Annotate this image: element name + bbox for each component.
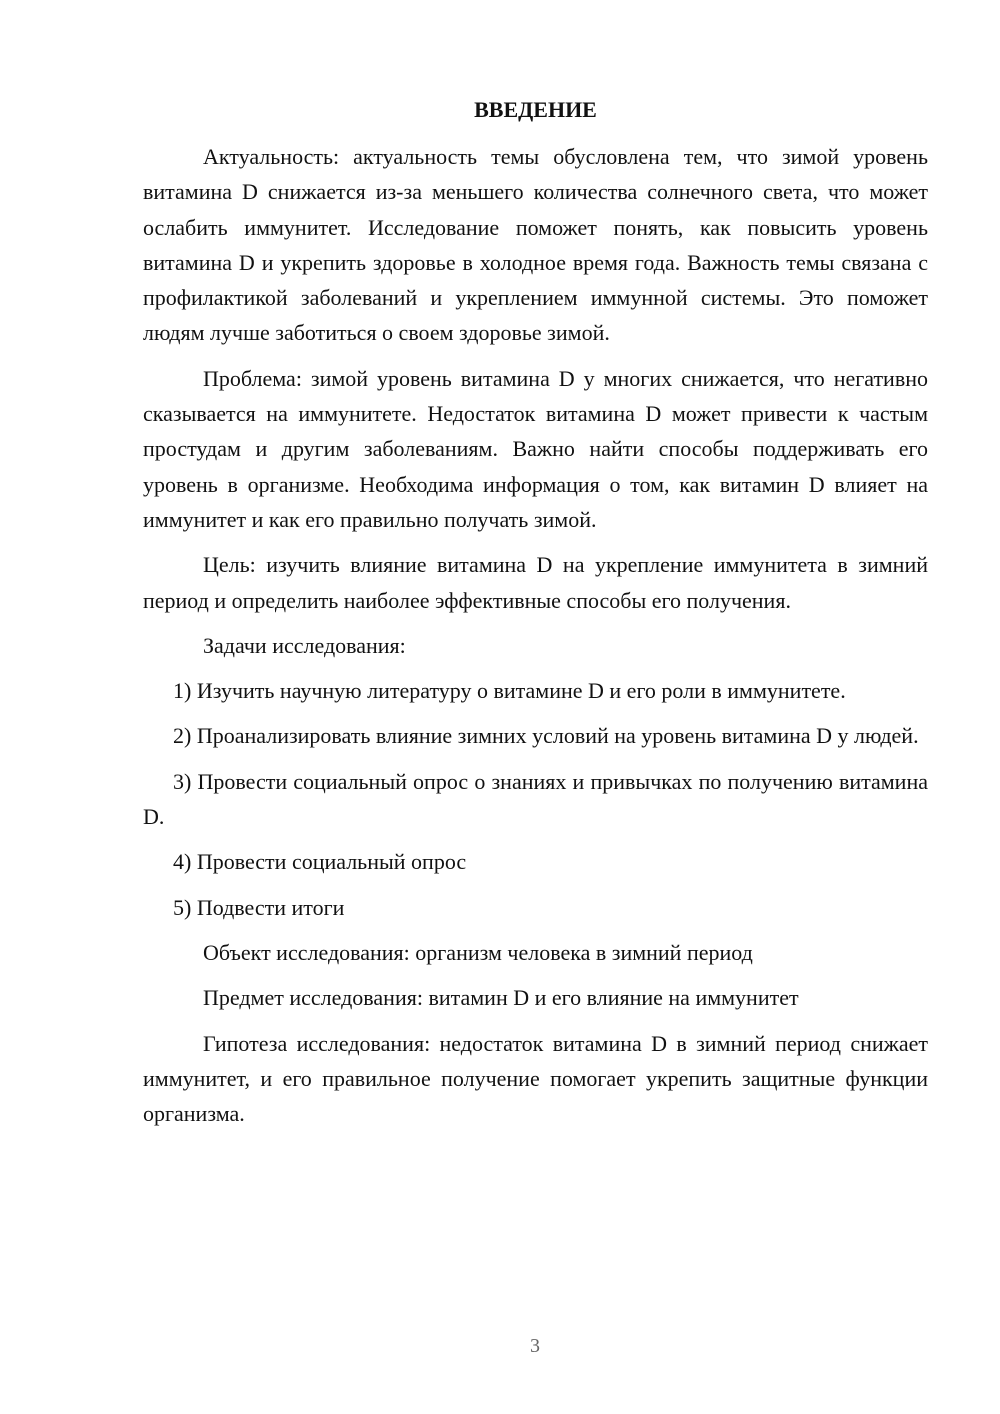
tasks-heading: Задачи исследования: bbox=[203, 632, 406, 658]
task-item-5: 5) Подвести итоги bbox=[173, 894, 345, 920]
goal-paragraph: Цель: изучить влияние витамина D на укрепление иммунитета в зимний период и определить наиболее эффективные способы его получения. bbox=[143, 552, 928, 613]
research-object: Объект исследования: организм человека в зимний период bbox=[203, 939, 753, 965]
section-title: ВВЕДЕНИЕ bbox=[474, 97, 597, 122]
relevance-paragraph: Актуальность: актуальность темы обусловлена тем, что зимой уровень витамина D снижается из-за меньшего количества солнечного света, что может ослабить иммунитет. Исследование поможет понять, как повысить уровень витамина D и укрепить здоровье в холодное время года. Важность темы связана с профилактикой заболеваний и укреплением иммунной системы. Это поможет людям лучше заботиться о своем здоровье зимой. bbox=[143, 144, 928, 346]
research-subject: Предмет исследования: витамин D и его влияние на иммунитет bbox=[203, 985, 799, 1011]
task-item-4: 4) Провести социальный опрос bbox=[173, 849, 467, 875]
task-item-2: 2) Проанализировать влияние зимних условий на уровень витамина D у людей. bbox=[173, 723, 919, 749]
document-body bbox=[143, 92, 928, 1141]
hypothesis-paragraph: Гипотеза исследования: недостаток витамина D в зимний период снижает иммунитет, и его правильное получение помогает укрепить защитные функции организма. bbox=[143, 1030, 928, 1127]
task-item-1: 1) Изучить научную литературу о витамине D и его роли в иммунитете. bbox=[173, 678, 846, 704]
task-item-3: 3) Провести социальный опрос о знаниях и привычках по получению витамина D. bbox=[143, 768, 928, 830]
page-number: 3 bbox=[530, 1335, 540, 1357]
problem-paragraph: Проблема: зимой уровень витамина D у многих снижается, что негативно сказывается на иммунитете. Недостаток витамина D может привести к частым простудам и другим заболеваниям. Важно найти способы поддерживать его уровень в организме. Необходима информация о том, как витамин D влияет на иммунитет и как его правильно получать зимой. bbox=[143, 365, 928, 532]
